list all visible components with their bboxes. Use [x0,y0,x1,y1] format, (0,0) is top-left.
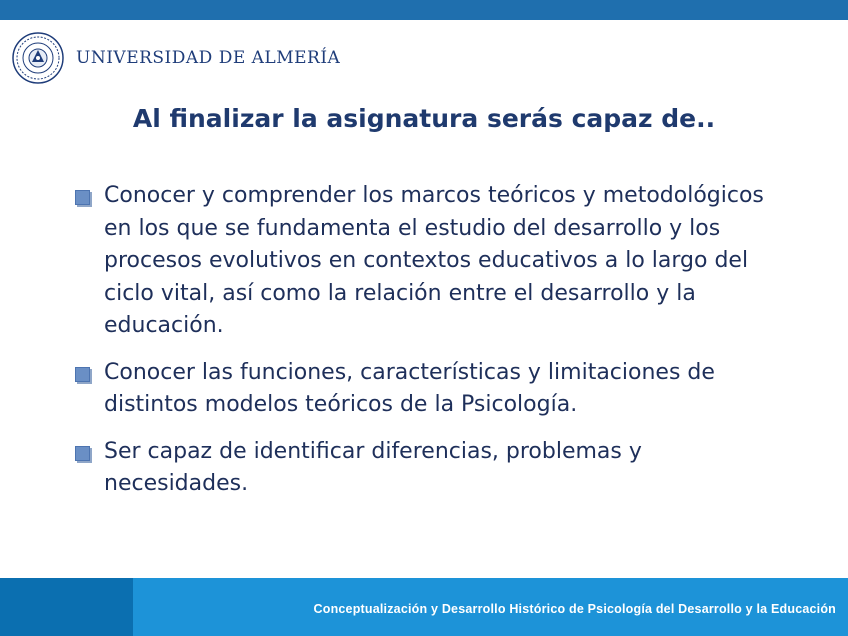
top-bar [0,0,848,20]
bullet-list [72,180,772,515]
bullet-item [72,357,772,422]
square-bullet-icon [75,190,90,205]
bullet-text: Conocer las funciones, características y limitaciones de distintos modelos teóricos de la Psicología. [104,359,715,417]
header [12,30,340,86]
footer-bar [133,578,848,636]
bullet-item [72,180,772,343]
footer-accent-block [0,578,133,636]
bullet-text: Conocer y comprender los marcos teóricos y metodológicos en los que se fundamenta el estudio del desarrollo y los procesos evolutivos en contextos educativos a lo largo del ciclo vital, así como la relación entre el desarrollo y la educación. [104,183,764,338]
course-title: Conceptualización y Desarrollo Histórico de Psicología del Desarrollo y la Educación [313,602,836,616]
slide-title: Al finalizar la asignatura serás capaz de.. [132,104,716,133]
bullet-text: Ser capaz de identificar diferencias, problemas y necesidades. [104,438,642,496]
bullet-item [72,436,772,501]
university-name: UNIVERSIDAD DE ALMERÍA [76,48,341,68]
university-seal-icon [12,32,64,84]
square-bullet-icon [75,446,90,461]
square-bullet-icon [75,367,90,382]
